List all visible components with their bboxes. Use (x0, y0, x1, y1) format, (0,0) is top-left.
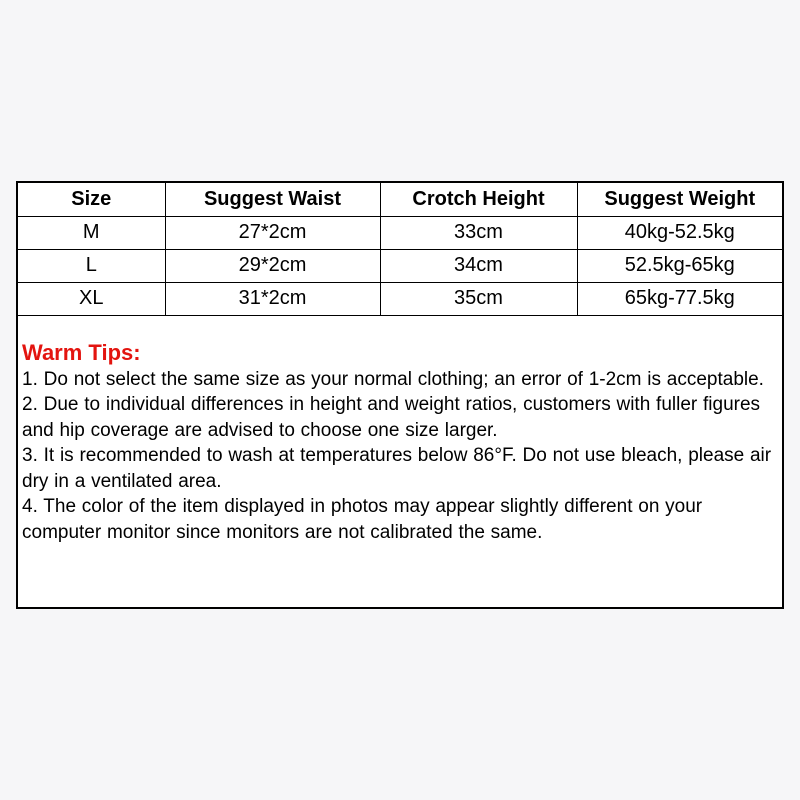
header-suggest-waist: Suggest Waist (165, 183, 380, 216)
header-crotch-height: Crotch Height (380, 183, 577, 216)
cell-size: L (18, 249, 165, 282)
cell-weight: 40kg-52.5kg (577, 216, 782, 249)
tip-item: 2. Due to individual differences in height and weight ratios, customers with fuller figures and hip coverage are advised to choose one size larger. (22, 394, 761, 441)
tip-item: 4. The color of the item displayed in photos may appear slightly different on your computer monitor since monitors are not calibrated the same. (22, 496, 703, 543)
cell-weight: 65kg-77.5kg (577, 282, 782, 315)
cell-crotch-height: 33cm (380, 216, 577, 249)
table-row (18, 249, 782, 282)
cell-size: XL (18, 282, 165, 315)
cell-size: M (18, 216, 165, 249)
warm-tips-title: Warm Tips: (22, 339, 141, 365)
table-row (18, 216, 782, 249)
cell-waist: 29*2cm (165, 249, 380, 282)
size-table (18, 183, 782, 316)
header-size: Size (18, 183, 165, 216)
size-chart-card (16, 181, 784, 609)
cell-crotch-height: 35cm (380, 282, 577, 315)
cell-waist: 27*2cm (165, 216, 380, 249)
cell-crotch-height: 34cm (380, 249, 577, 282)
cell-weight: 52.5kg-65kg (577, 249, 782, 282)
cell-waist: 31*2cm (165, 282, 380, 315)
table-row (18, 282, 782, 315)
warm-tips-section (18, 316, 782, 546)
tip-item: 3. It is recommended to wash at temperatures below 86°F. Do not use bleach, please air dry in a ventilated area. (22, 445, 772, 492)
header-suggest-weight: Suggest Weight (577, 183, 782, 216)
table-header-row (18, 183, 782, 216)
tip-item: 1. Do not select the same size as your normal clothing; an error of 1-2cm is acceptable. (22, 368, 764, 390)
